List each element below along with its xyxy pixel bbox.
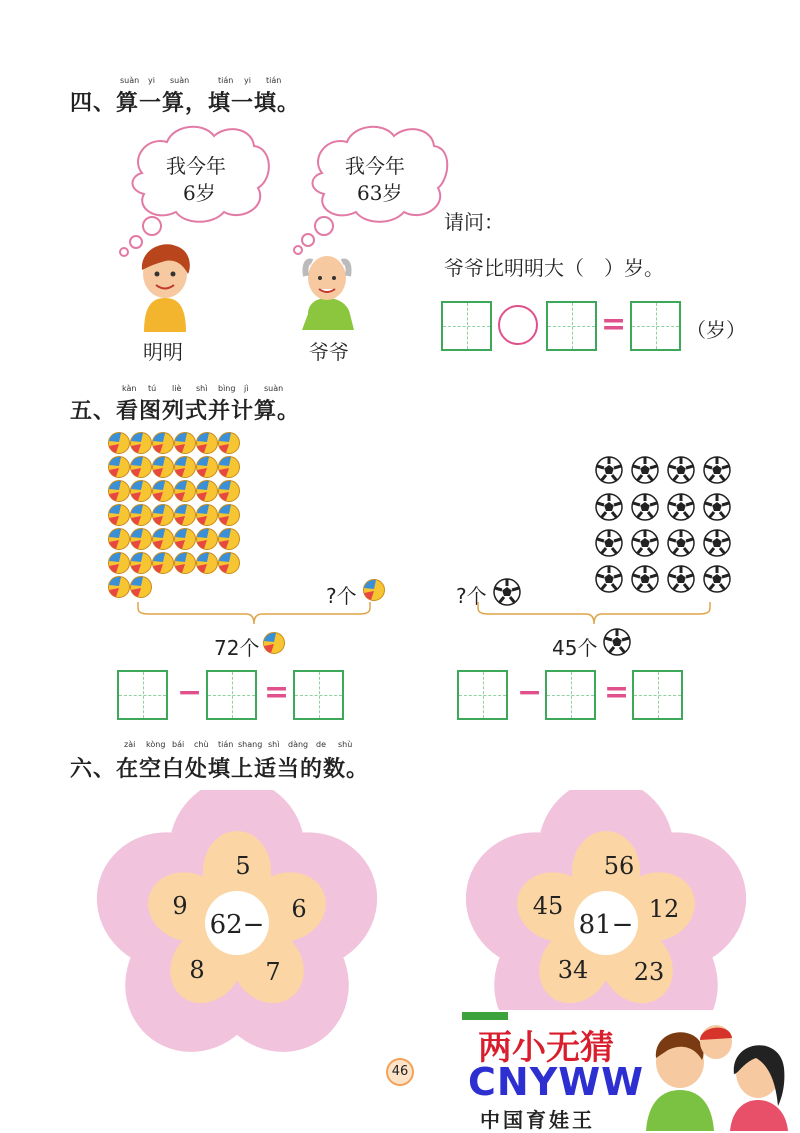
- question-label: 请问：: [444, 210, 504, 234]
- flower-right-petal: 56: [603, 852, 635, 880]
- operator-circle[interactable]: [498, 305, 538, 345]
- pinyin: bìng: [218, 384, 236, 393]
- minus-sign: −: [177, 675, 203, 710]
- bubble-left-line2: 6岁: [183, 181, 216, 205]
- pinyin: suàn: [170, 76, 190, 85]
- watermark-bar: [462, 1012, 508, 1020]
- left-unknown-label: ?个: [326, 584, 357, 608]
- answer-box[interactable]: [117, 670, 168, 720]
- pinyin: dàng: [288, 740, 309, 749]
- page-number: 46: [386, 1058, 414, 1086]
- name-grandpa: 爷爷: [309, 340, 349, 364]
- answer-box[interactable]: [206, 670, 257, 720]
- minus-sign: −: [517, 675, 543, 710]
- name-mingming: 明明: [143, 340, 183, 364]
- brace-left: [134, 600, 374, 628]
- soccer-ball-grid: [593, 452, 735, 596]
- answer-box[interactable]: [545, 670, 596, 720]
- flower-right-petal: 23: [633, 958, 665, 986]
- family-icon: [640, 1018, 800, 1131]
- ball-icon: [262, 631, 286, 655]
- flower-right-petal: 34: [557, 956, 589, 984]
- bubble-right-line2: 63岁: [357, 181, 403, 205]
- flower-left-petal: 7: [265, 958, 281, 986]
- equals-sign: =: [604, 675, 630, 710]
- brace-right: [474, 600, 714, 628]
- pinyin: bái: [172, 740, 185, 749]
- soccer-ball-icon: [603, 628, 631, 656]
- pinyin: tián: [266, 76, 282, 85]
- flower-left-petal: 8: [189, 956, 205, 984]
- flower-right-petal: 45: [532, 892, 564, 920]
- section-5-heading: 五、看图列式并计算。: [70, 399, 301, 424]
- answer-box[interactable]: [546, 301, 597, 351]
- watermark-line1: 两小无猜: [478, 1028, 614, 1068]
- equals-sign: =: [601, 307, 627, 342]
- unit-years: （岁）: [686, 318, 746, 342]
- pinyin: shì: [196, 384, 208, 393]
- pinyin: suàn: [120, 76, 140, 85]
- answer-box[interactable]: [441, 301, 492, 351]
- pinyin: jì: [244, 384, 249, 393]
- pinyin: de: [316, 740, 326, 749]
- flower-left-petal: 5: [235, 852, 251, 880]
- pinyin: liè: [172, 384, 182, 393]
- bubble-left-line1: 我今年: [166, 154, 226, 178]
- pinyin: kàn: [122, 384, 137, 393]
- right-total-label: 45个: [552, 636, 598, 660]
- pinyin: tú: [148, 384, 157, 393]
- boy-icon: [132, 240, 198, 332]
- watermark-line2: CNYWW: [468, 1060, 645, 1104]
- pinyin: chù: [194, 740, 209, 749]
- ball-icon: [362, 578, 386, 602]
- grandpa-icon: [292, 248, 362, 330]
- pinyin: kòng: [146, 740, 166, 749]
- question-text: 爷爷比明明大（ ）岁。: [444, 256, 664, 280]
- equals-sign: =: [264, 675, 290, 710]
- pinyin: shang: [238, 740, 263, 749]
- right-unknown-label: ?个: [456, 584, 487, 608]
- pinyin: shì: [268, 740, 280, 749]
- pinyin: yi: [244, 76, 251, 85]
- pinyin: yi: [148, 76, 155, 85]
- ball-grid: [106, 430, 246, 602]
- flower-left-center: 62−: [209, 910, 265, 940]
- pinyin: shù: [338, 740, 353, 749]
- pinyin: suàn: [264, 384, 284, 393]
- watermark-line3: 中国育娃王: [480, 1108, 595, 1132]
- left-total-label: 72个: [214, 636, 260, 660]
- watermark-logo: [460, 1010, 800, 1131]
- answer-box[interactable]: [457, 670, 508, 720]
- answer-box[interactable]: [630, 301, 681, 351]
- flower-right-petal: 12: [648, 895, 680, 923]
- answer-box[interactable]: [632, 670, 683, 720]
- flower-right-center: 81−: [578, 910, 634, 940]
- section-4-heading: 四、算一算，填一填。: [70, 91, 301, 116]
- bubble-right-line1: 我今年: [345, 154, 405, 178]
- flower-left-petal: 9: [172, 892, 188, 920]
- answer-box[interactable]: [293, 670, 344, 720]
- pinyin: zài: [124, 740, 136, 749]
- pinyin: tián: [218, 76, 234, 85]
- section-6-heading: 六、在空白处填上适当的数。: [70, 757, 370, 782]
- flower-left-petal: 6: [291, 895, 307, 923]
- pinyin: tián: [218, 740, 234, 749]
